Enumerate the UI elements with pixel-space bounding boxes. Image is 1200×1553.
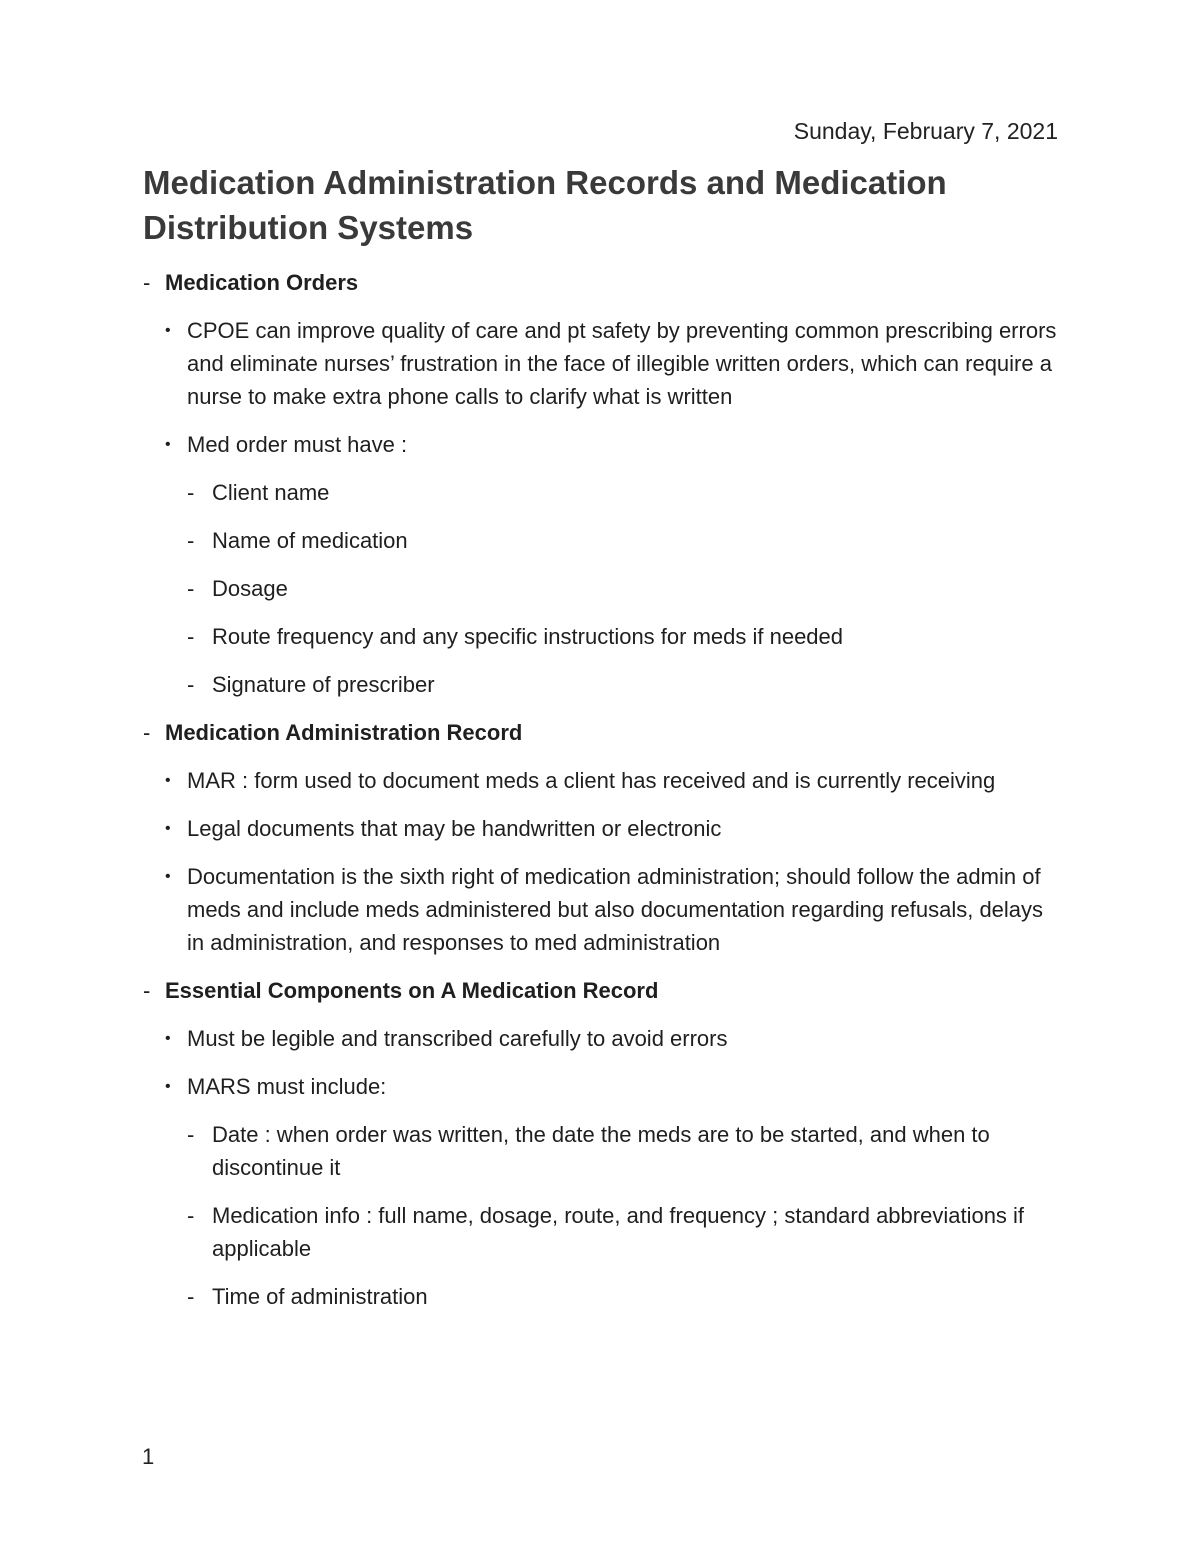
bullet-item — [143, 764, 1063, 797]
sub-item — [143, 1199, 1063, 1265]
document-body — [143, 266, 1063, 1328]
sub-item-text: Client name — [212, 480, 330, 505]
section-heading — [143, 974, 1063, 1007]
bullet-text: Documentation is the sixth right of medication administration; should follow the admin of meds and include meds administered but also documentation regarding refusals, delays in administration, and responses to med administration — [187, 864, 1044, 955]
dash-bullet-icon: - — [143, 270, 151, 295]
dash-bullet-icon: - — [187, 624, 195, 649]
sub-item — [143, 1280, 1063, 1313]
bullet-item — [143, 314, 1063, 413]
section-heading-text: Medication Orders — [165, 270, 359, 295]
sub-item — [143, 572, 1063, 605]
bullet-item — [143, 1022, 1063, 1055]
dot-bullet-icon: • — [165, 1030, 171, 1047]
dash-bullet-icon: - — [143, 978, 151, 1003]
sub-item-text: Time of administration — [212, 1284, 428, 1309]
sub-item — [143, 1118, 1063, 1184]
bullet-text: CPOE can improve quality of care and pt safety by preventing common prescribing errors and eliminate nurses’ frustration in the face of illegible written orders, which can require a nurse to make extra phone calls to clarify what is written — [187, 318, 1057, 409]
dash-bullet-icon: - — [187, 1284, 195, 1309]
section-heading-text: Essential Components on A Medication Record — [165, 978, 659, 1003]
document-date: Sunday, February 7, 2021 — [793, 118, 1058, 144]
document-title: Medication Administration Records and Medication Distribution Systems — [143, 164, 947, 246]
bullet-text: Med order must have : — [187, 432, 408, 457]
dot-bullet-icon: • — [165, 322, 171, 339]
dot-bullet-icon: • — [165, 436, 171, 453]
section-heading-text: Medication Administration Record — [165, 720, 523, 745]
bullet-text: MARS must include: — [187, 1074, 387, 1099]
sub-item — [143, 668, 1063, 701]
sub-item — [143, 524, 1063, 557]
dash-bullet-icon: - — [187, 576, 195, 601]
dot-bullet-icon: • — [165, 820, 171, 837]
bullet-text: Must be legible and transcribed carefully to avoid errors — [187, 1026, 728, 1051]
sub-item — [143, 476, 1063, 509]
bullet-item — [143, 428, 1063, 461]
bullet-item — [143, 860, 1063, 959]
sub-item — [143, 620, 1063, 653]
sub-item-text: Dosage — [212, 576, 288, 601]
dash-bullet-icon: - — [187, 1122, 195, 1147]
dash-bullet-icon: - — [187, 672, 195, 697]
dot-bullet-icon: • — [165, 868, 171, 885]
section-heading — [143, 266, 1063, 299]
bullet-text: MAR : form used to document meds a client has received and is currently receiving — [187, 768, 996, 793]
dot-bullet-icon: • — [165, 772, 171, 789]
page-number: 1 — [142, 1444, 155, 1469]
dash-bullet-icon: - — [187, 528, 195, 553]
bullet-text: Legal documents that may be handwritten or electronic — [187, 816, 722, 841]
sub-item-text: Route frequency and any specific instructions for meds if needed — [212, 624, 844, 649]
sub-item-text: Medication info : full name, dosage, route, and frequency ; standard abbreviations if applicable — [212, 1203, 1025, 1261]
sub-item-text: Date : when order was written, the date the meds are to be started, and when to discontinue it — [212, 1122, 990, 1180]
bullet-item — [143, 812, 1063, 845]
sub-item-text: Name of medication — [212, 528, 408, 553]
sub-item-text: Signature of prescriber — [212, 672, 435, 697]
dash-bullet-icon: - — [187, 480, 195, 505]
dash-bullet-icon: - — [187, 1203, 195, 1228]
bullet-item — [143, 1070, 1063, 1103]
dash-bullet-icon: - — [143, 720, 151, 745]
dot-bullet-icon: • — [165, 1078, 171, 1095]
section-heading — [143, 716, 1063, 749]
